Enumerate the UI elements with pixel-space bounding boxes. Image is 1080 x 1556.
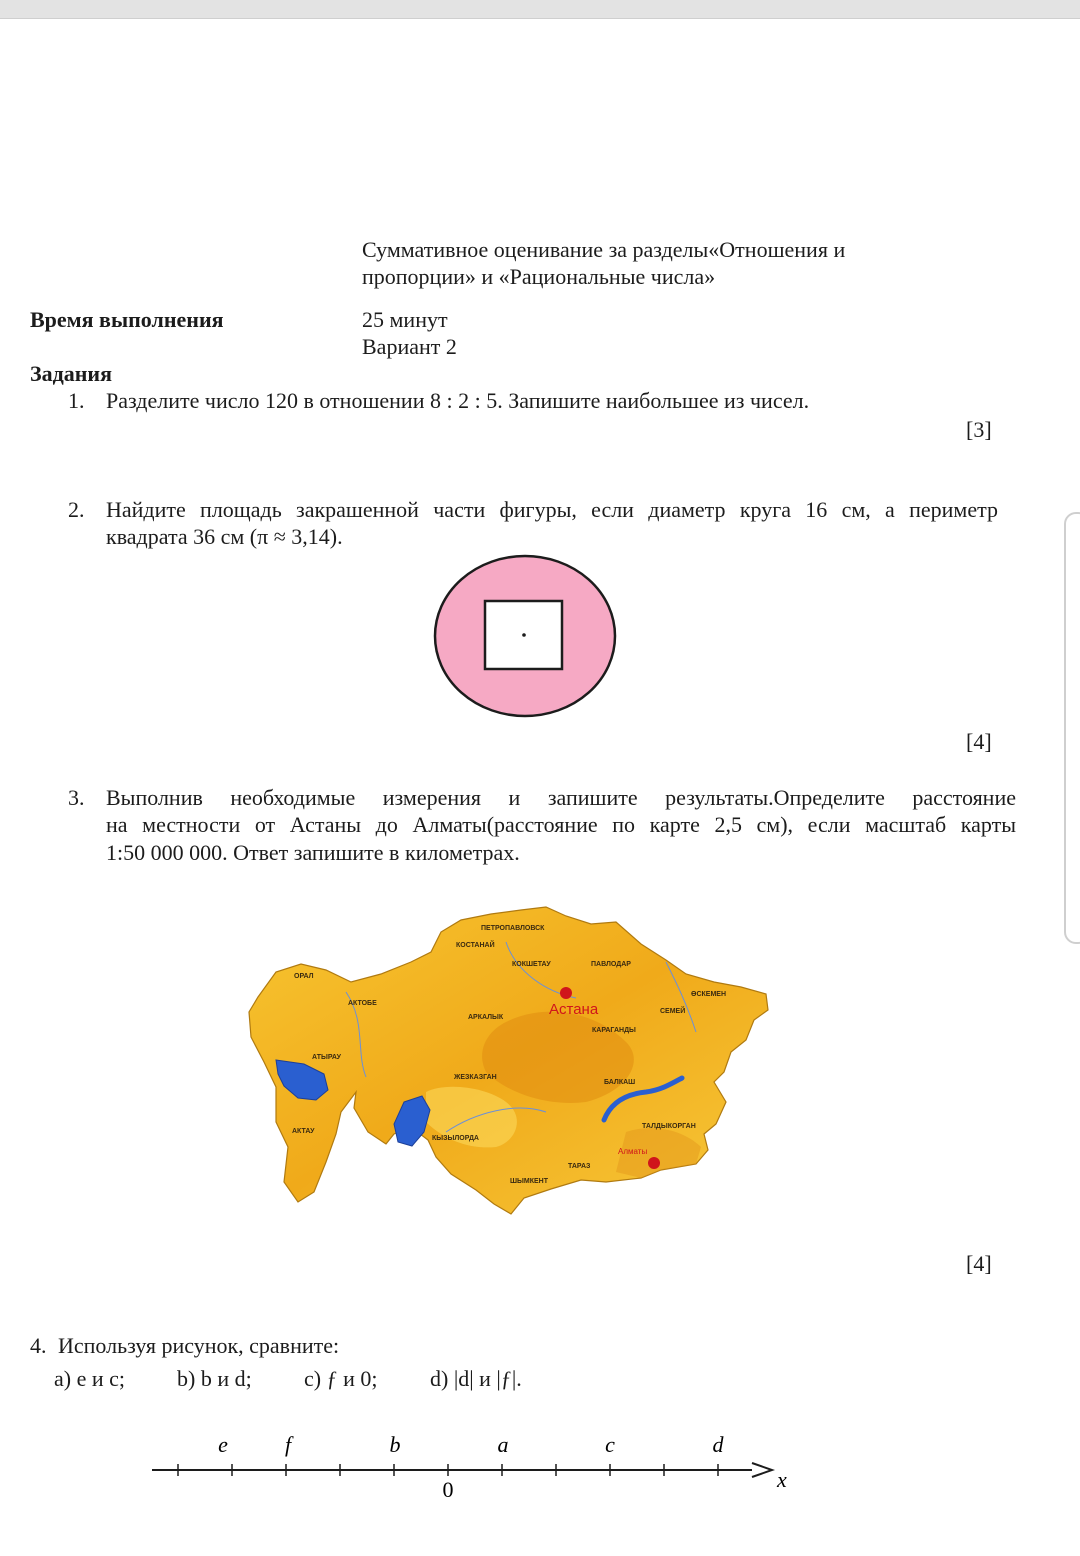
map-label-kokshetau: КОКШЕТАУ	[512, 961, 551, 968]
map-label-taldykorgan: ТАЛДЫКОРГАН	[642, 1123, 696, 1130]
number-line-arrow	[752, 1463, 772, 1477]
browser-top-bar	[0, 0, 1080, 19]
title-line-1: Суммативное оценивание за разделы«Отношения и	[362, 237, 846, 262]
map-label-oskemen: ӨСКЕМЕН	[691, 991, 726, 998]
map-label-semey: СЕМЕЙ	[660, 1008, 686, 1015]
map-label-arkalyk: АРКАЛЫК	[468, 1014, 504, 1021]
map-label-kyzylorda: КЫЗЫЛОРДА	[432, 1135, 479, 1142]
task-3-score: [4]	[966, 1251, 992, 1276]
point-label-d: d	[712, 1432, 724, 1457]
task-2-text-line-1: Найдите площадь закрашенной части фигуры, если диаметр круга 16 см, а периметр	[106, 497, 998, 522]
task-4-part-d: d) |d| и |ƒ|.	[430, 1366, 522, 1391]
map-label-oral: ОРАЛ	[294, 973, 314, 980]
task-3-number: 3.	[68, 785, 85, 810]
number-line	[140, 1425, 800, 1505]
task-3-text-line-2: на местности от Астаны до Алматы(расстояние по карте 2,5 см), если масштаб карты	[106, 812, 1016, 837]
task-4-text: Используя рисунок, сравните:	[58, 1333, 340, 1358]
title-line-2: пропорции» и «Рациональные числа»	[362, 264, 716, 289]
map-label-kostanay: КОСТАНАЙ	[456, 942, 495, 949]
task-4-number: 4.	[30, 1333, 47, 1358]
map-label-aktobe: АКТОБЕ	[348, 1000, 377, 1007]
kazakhstan-map	[246, 902, 776, 1230]
almaty-label: Алматы	[618, 1147, 648, 1156]
map-label-shymkent: ШЫМКЕНТ	[510, 1178, 548, 1185]
task-2-number: 2.	[68, 497, 85, 522]
task-4-part-a: a) e и c;	[54, 1366, 126, 1391]
point-label-a: a	[497, 1432, 509, 1457]
axis-label-x: x	[777, 1467, 787, 1492]
scroll-handle[interactable]	[1064, 512, 1080, 944]
point-label-c: c	[605, 1432, 615, 1457]
map-label-balkash: БАЛКАШ	[604, 1079, 636, 1086]
point-label-b: b	[389, 1432, 401, 1457]
task-4-part-b: b) b и d;	[177, 1366, 252, 1391]
astana-label: Астана	[549, 1001, 599, 1018]
point-label-f: f	[284, 1432, 292, 1457]
variant-label: Вариант 2	[362, 334, 457, 359]
center-point	[522, 633, 526, 637]
point-label-e: e	[218, 1432, 228, 1457]
map-label-taraz: ТАРАЗ	[568, 1163, 591, 1170]
map-label-atyrau: АТЫРАУ	[312, 1054, 342, 1061]
task-2-text-line-2: квадрата 36 см (π ≈ 3,14).	[106, 524, 343, 549]
almaty-marker	[648, 1157, 660, 1169]
task-3-text-line-3: 1:50 000 000. Ответ запишите в километрах.	[106, 840, 520, 865]
tasks-heading: Задания	[30, 361, 112, 386]
task-2-score: [4]	[966, 729, 992, 754]
task-1-score: [3]	[966, 417, 992, 442]
astana-marker	[560, 987, 572, 999]
map-label-karagandy: КАРАГАНДЫ	[592, 1027, 636, 1034]
time-label: Время выполнения	[30, 307, 224, 332]
time-value: 25 минут	[362, 307, 448, 332]
circle-square-figure	[428, 550, 624, 724]
task-4-part-c: c) ƒ и 0;	[304, 1366, 378, 1391]
map-label-zhezkazgan: ЖЕЗКАЗГАН	[454, 1074, 497, 1081]
map-label-pavlodar: ПАВЛОДАР	[591, 961, 631, 968]
task-1-number: 1.	[68, 388, 85, 413]
map-label-petropavlovsk: ПЕТРОПАВЛОВСК	[481, 925, 545, 932]
task-3-text-line-1: Выполнив необходимые измерения и запишите результаты.Определите расстояние	[106, 785, 1016, 810]
zero-label: 0	[442, 1477, 454, 1502]
map-label-aktau: АКТАУ	[292, 1128, 315, 1135]
task-1-text: Разделите число 120 в отношении 8 : 2 : 5. Запишите наибольшее из чисел.	[106, 388, 810, 413]
